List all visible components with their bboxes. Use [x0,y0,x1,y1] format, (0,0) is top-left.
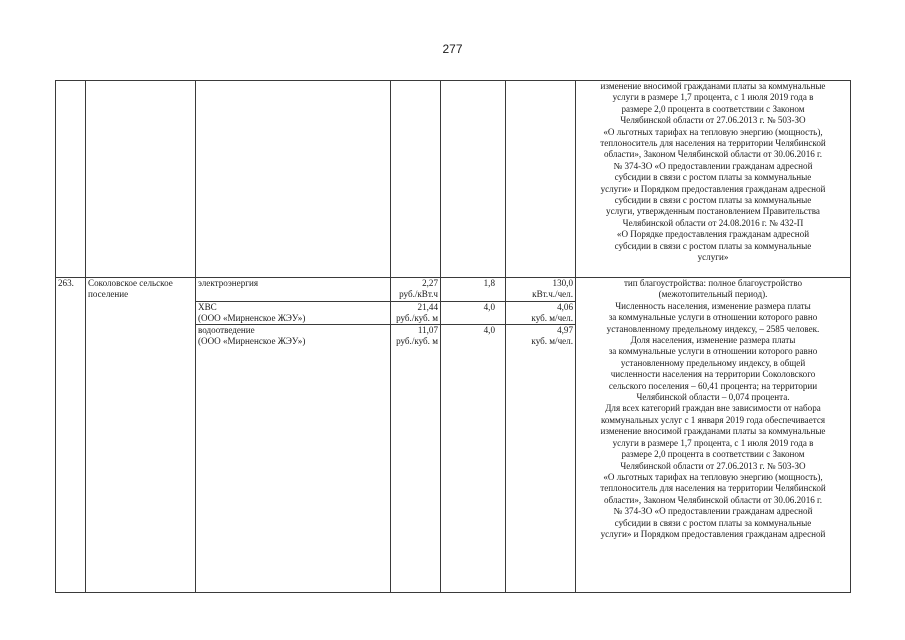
text-line: коммунальных услуг с 1 января 2019 года обеспечивается [600,414,826,425]
text-line: «О льготных тарифах на тепловую энергию (мощность), [603,126,823,137]
page-number: 277 [442,42,463,56]
norm-value: 130,0 [552,278,573,288]
cell-norm [506,278,576,593]
text-line: тип благоустройства: полное благоустройство [623,278,803,288]
text-line: субсидии в связи с ростом платы за коммунальные [614,517,812,528]
service-name: водоотведение [198,324,255,335]
table-row-263 [56,278,851,593]
index-value: 4,0 [483,324,495,335]
text-line: субсидии в связи с ростом платы за коммунальные [614,240,812,251]
service-provider: (ООО «Мирненское ЖЭУ») [198,336,306,346]
text-line: «О Порядке предоставления гражданам адресной [616,229,810,240]
text-line: (межотопительный период). [658,289,768,300]
text-line: услуги в размере 1,7 процента, с 1 июля 2019 года в [612,437,814,448]
cell-service [196,278,391,593]
text-line: услуги в размере 1,7 процента, с 1 июля 2019 года в [612,92,814,103]
cell-index [441,81,506,278]
norm-unit: куб. м/чел. [531,313,573,324]
text-line: области», Законом Челябинской области от 30.06.2016 г. [603,494,823,505]
text-line: установленному предельному индексу, – 2585 человек. [606,323,820,334]
text-line: № 374-ЗО «О предоставлении гражданам адресной [613,506,813,517]
text-line: за коммунальные услуги в отношении которого равно [608,346,818,357]
tariff-unit: руб./кВт.ч [399,289,438,300]
cell-tariff [391,81,441,278]
text-line: № 374-ЗО «О предоставлении гражданам адресной [613,160,813,171]
cell-settlement [86,81,196,278]
text-line: размере 2,0 процента в соответствии с Законом [621,103,805,114]
text-line: Челябинской области от 24.08.2016 г. № 432-П [622,217,804,228]
description-text [578,278,848,540]
norm-value: 4,06 [557,301,573,312]
cell-service [196,81,391,278]
service-name: электроэнергия [198,278,259,288]
text-line: установленному предельному индексу, в общей [620,357,806,368]
text-line: размере 2,0 процента в соответствии с Законом [621,449,805,460]
tariff-value: 2,27 [422,278,438,288]
text-line: Для всех категорий граждан вне зависимости от набора [605,403,821,414]
text-line: за коммунальные услуги в отношении которого равно [608,312,818,323]
text-line: услуги» и Порядком предоставления гражданам адресной [600,183,826,194]
cell-tariff [391,278,441,593]
text-line: Численность населения, изменение размера платы [615,300,811,311]
text-line: теплоноситель для населения на территории Челябинской [600,138,826,149]
text-line: услуги, утвержденным постановлением Правительства [606,206,820,217]
text-line: изменение вносимой гражданами платы за коммунальные [600,81,826,91]
text-line: «О льготных тарифах на тепловую энергию (мощность), [603,471,823,482]
cell-settlement: Соколовское сельское поселение [86,278,196,593]
cell-description [576,278,851,593]
cell-description [576,81,851,278]
norm-value: 4,97 [557,324,573,335]
norm-unit: кВт.ч./чел. [532,289,573,300]
tariff-value: 21,44 [417,301,438,312]
cell-num [56,81,86,278]
text-line: Челябинской области от 27.06.2013 г. № 503-ЗО [620,115,806,126]
index-value: 4,0 [483,301,495,312]
text-line: Доля населения, изменение размера платы [630,335,796,346]
text-line: Челябинской области от 27.06.2013 г. № 503-ЗО [620,460,806,471]
text-line: Челябинской области – 0,074 процента. [636,392,790,403]
norm-unit: куб. м/чел. [531,336,573,346]
tariff-value: 11,07 [417,324,438,335]
tariff-unit: руб./куб. м [396,336,438,346]
text-line: услуги» [697,252,729,263]
cell-norm [506,81,576,278]
description-text [578,81,848,264]
text-line: области», Законом Челябинской области от 30.06.2016 г. [603,149,823,160]
service-name: ХВС [198,301,217,312]
text-line: субсидии в связи с ростом платы за коммунальные [614,172,812,183]
tariff-unit: руб./куб. м [396,313,438,324]
text-line: численности населения на территории Соколовского [610,369,816,380]
cell-index [441,278,506,593]
text-line: субсидии в связи с ростом платы за коммунальные [614,195,812,206]
service-provider: (ООО «Мирненское ЖЭУ») [198,313,306,324]
index-value: 1,8 [483,278,495,288]
cell-num: 263. [56,278,86,593]
text-line: сельского поселения – 60,41 процента; на территории [608,380,818,391]
text-line: изменение вносимой гражданами платы за коммунальные [600,426,826,437]
table-row-continued [56,81,851,278]
tariff-table [55,80,851,593]
text-line: услуги» и Порядком предоставления гражданам адресной [600,528,826,539]
text-line: теплоноситель для населения на территории Челябинской [600,483,826,494]
